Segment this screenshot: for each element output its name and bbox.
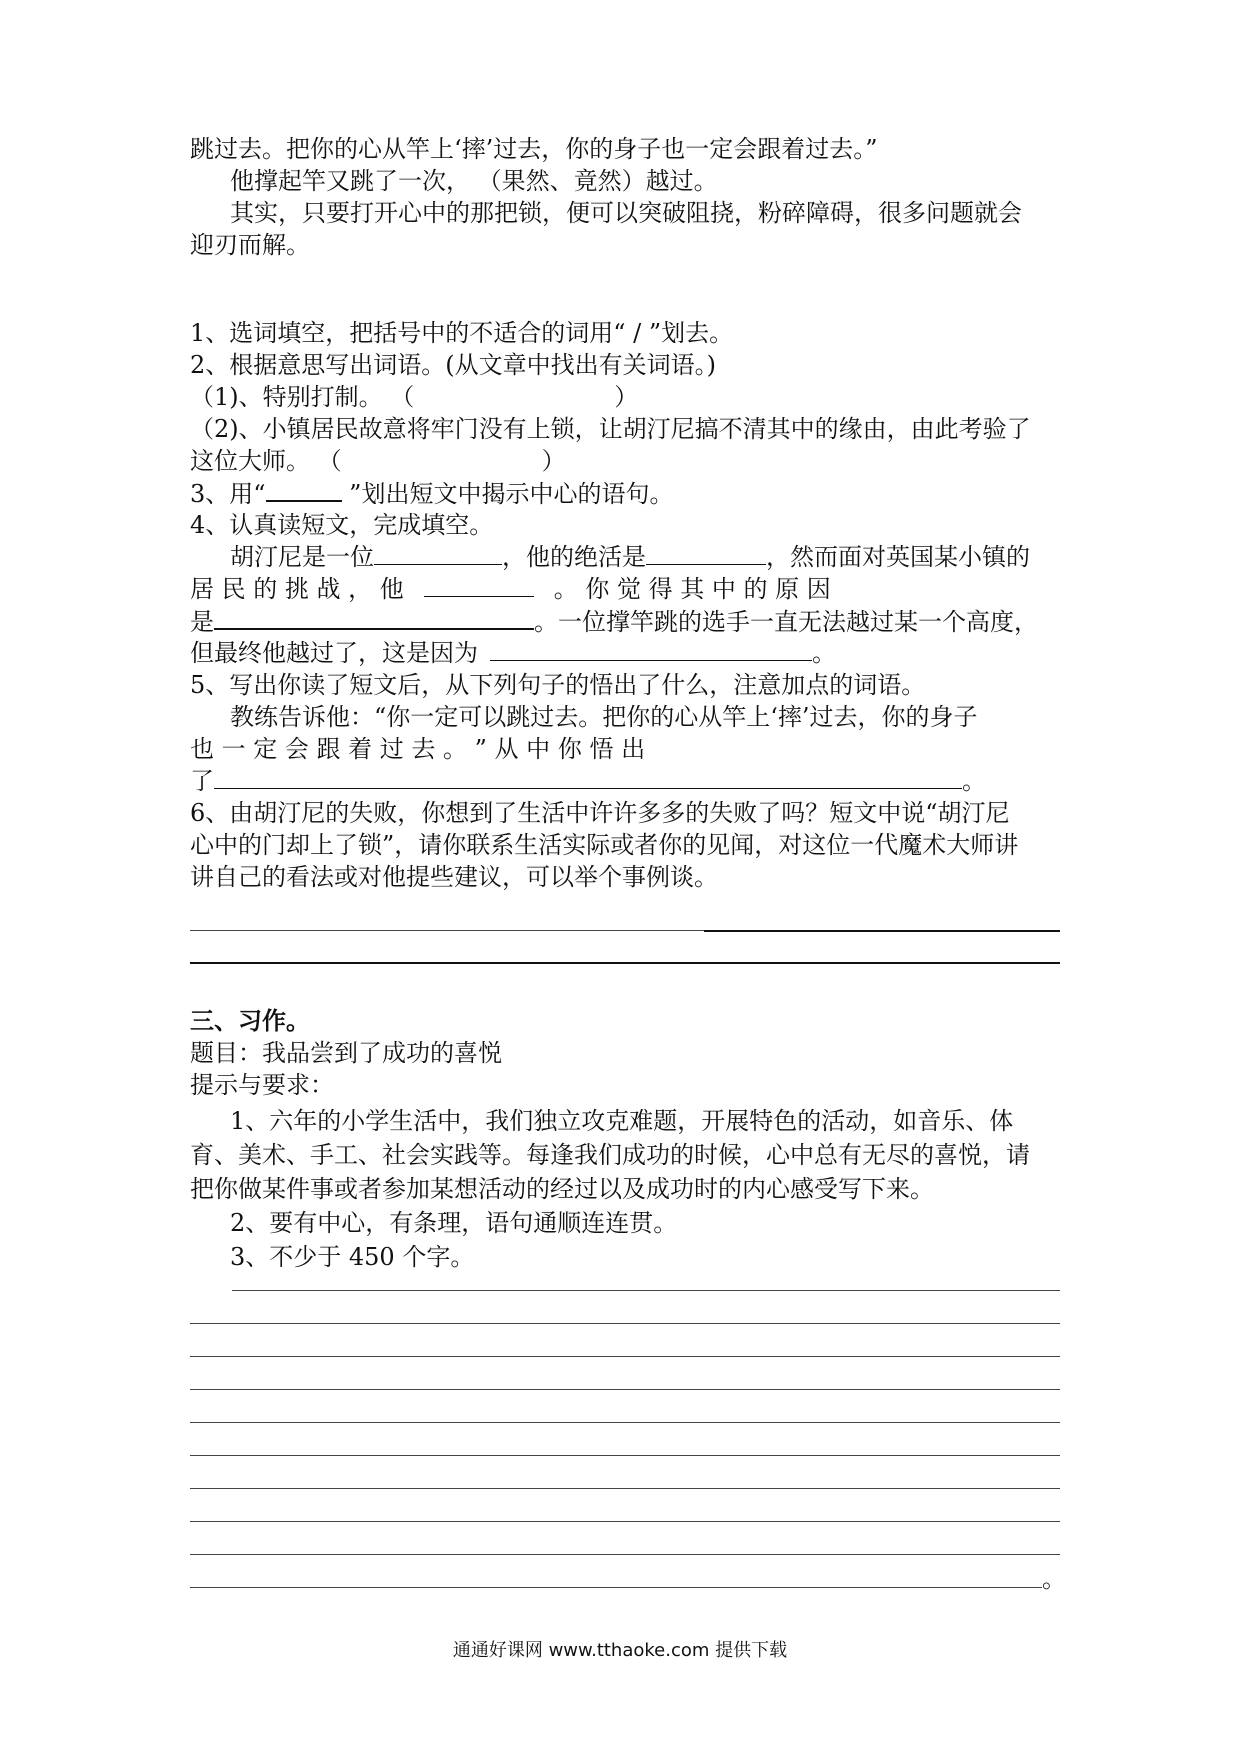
q4-text-b: ，他的绝活是 bbox=[502, 543, 646, 571]
question-6-line-2: 心中的门却上了锁”，请你联系生活实际或者你的见闻，对这位一代魔术大师讲 bbox=[190, 831, 1019, 859]
question-6-line-1: 6、由胡汀尼的失败，你想到了生活中许许多多的失败了吗？短文中说“胡汀尼 bbox=[190, 799, 1010, 827]
q6-answer-line-1b[interactable] bbox=[704, 930, 1060, 932]
question-6-line-3: 讲自己的看法或对他提些建议，可以举个事例谈。 bbox=[190, 863, 718, 891]
question-2-2-close: ） bbox=[541, 447, 566, 475]
question-4-line-1 bbox=[230, 540, 1060, 574]
q6-answer-line-1a[interactable] bbox=[190, 930, 704, 931]
q4-text-a: 胡汀尼是一位 bbox=[230, 543, 374, 571]
writing-line-1[interactable] bbox=[232, 1290, 1060, 1291]
writing-line-10[interactable] bbox=[190, 1587, 1042, 1588]
question-2-1-text: （1)、特别打制。 （ bbox=[190, 383, 415, 411]
requirement-1-line-1: 1、六年的小学生活中，我们独立攻克难题，开展特色的活动，如音乐、体 bbox=[230, 1107, 1014, 1135]
question-2-1 bbox=[190, 380, 1060, 414]
q6-answer-line-2[interactable] bbox=[190, 962, 1060, 964]
writing-line-4[interactable] bbox=[190, 1389, 1060, 1390]
q5-text-a: 了 bbox=[190, 767, 214, 795]
question-3-prefix: 3、用“ bbox=[190, 480, 266, 508]
q4-text-f: 是 bbox=[190, 608, 214, 636]
writing-line-5[interactable] bbox=[190, 1422, 1060, 1423]
question-2-2-line-2 bbox=[190, 444, 1060, 478]
requirement-1-line-2: 育、美术、手工、社会实践等。每逢我们成功的时候，心中总有无尽的喜悦，请 bbox=[190, 1141, 1030, 1169]
question-4-line-2 bbox=[190, 572, 1060, 606]
requirement-2: 2、要有中心，有条理，语句通顺连连贯。 bbox=[230, 1209, 678, 1237]
composition-title: 题目：我品尝到了成功的喜悦 bbox=[190, 1039, 502, 1067]
writing-line-6[interactable] bbox=[190, 1455, 1060, 1456]
question-2-1-close: ） bbox=[614, 383, 639, 411]
question-5-line-2: 也 一 定 会 跟 着 过 去 。 ” 从 中 你 悟 出 bbox=[190, 735, 646, 763]
composition-heading: 三、习作。 bbox=[190, 1006, 310, 1035]
question-2-2-line-1: （2)、小镇居民故意将牢门没有上锁，让胡汀尼搞不清其中的缘由，由此考验了 bbox=[190, 415, 1031, 443]
q4-text-g: 。一位撑竿跳的选手一直无法越过某一个高度， bbox=[534, 608, 1038, 636]
question-3-suffix: ”划出短文中揭示中心的语句。 bbox=[341, 480, 674, 508]
q4-text-e: 。 你 觉 得 其 中 的 原 因 bbox=[553, 575, 831, 603]
passage-line-2: 他撑起竿又跳了一次， （果然、竟然）越过。 bbox=[230, 167, 718, 195]
footer-download-note: 通通好课网 www.tthaoke.com 提供下载 bbox=[452, 1640, 788, 1661]
writing-end-mark: 。 bbox=[1042, 1565, 1066, 1593]
question-3 bbox=[190, 476, 1060, 511]
q5-text-b: 。 bbox=[962, 767, 986, 795]
writing-line-3[interactable] bbox=[190, 1356, 1060, 1357]
q4-blank-5[interactable] bbox=[490, 636, 812, 661]
q4-text-h: 但最终他越过了，这是因为 bbox=[190, 639, 478, 667]
question-1: 1、选词填空，把括号中的不适合的词用“ / ”划去。 bbox=[190, 319, 734, 347]
question-3-underline-sample bbox=[266, 476, 342, 502]
passage-line-4: 迎刃而解。 bbox=[190, 231, 310, 259]
composition-hints-label: 提示与要求： bbox=[190, 1071, 334, 1099]
q4-text-d: 居 民 的 挑 战 ， 他 bbox=[190, 575, 404, 603]
q4-blank-3[interactable] bbox=[424, 572, 534, 597]
q4-text-i: 。 bbox=[812, 639, 836, 667]
passage-line-3: 其实，只要打开心中的那把锁，便可以突破阻挠，粉碎障碍，很多问题就会 bbox=[230, 199, 1022, 227]
q4-blank-2[interactable] bbox=[646, 540, 766, 565]
question-4-line-4 bbox=[190, 636, 1060, 670]
writing-line-8[interactable] bbox=[190, 1521, 1060, 1522]
passage-line-1: 跳过去。把你的心从竿上‘摔’过去，你的身子也一定会跟着过去。” bbox=[190, 135, 878, 163]
q5-blank[interactable] bbox=[214, 764, 962, 789]
requirement-1-line-3: 把你做某件事或者参加某想活动的经过以及成功时的内心感受写下来。 bbox=[190, 1175, 934, 1203]
writing-line-2[interactable] bbox=[190, 1323, 1060, 1324]
question-2-2-text: 这位大师。 （ bbox=[190, 447, 342, 475]
writing-line-7[interactable] bbox=[190, 1488, 1060, 1489]
writing-line-9[interactable] bbox=[190, 1554, 1060, 1555]
q4-blank-1[interactable] bbox=[374, 540, 502, 565]
question-4-line-3 bbox=[190, 604, 1060, 639]
question-2: 2、根据意思写出词语。(从文章中找出有关词语。) bbox=[190, 351, 716, 379]
q4-text-c: ，然而面对英国某小镇的 bbox=[766, 543, 1030, 571]
q4-blank-4[interactable] bbox=[214, 604, 534, 630]
question-5: 5、写出你读了短文后，从下列句子的悟出了什么，注意加点的词语。 bbox=[190, 671, 926, 699]
question-5-line-1: 教练告诉他：“你一定可以跳过去。把你的心从竿上‘摔’过去，你的身子 bbox=[230, 703, 978, 731]
requirement-3: 3、不少于 450 个字。 bbox=[230, 1243, 475, 1271]
question-5-line-3 bbox=[190, 764, 1060, 798]
question-4: 4、认真读短文，完成填空。 bbox=[190, 511, 494, 539]
